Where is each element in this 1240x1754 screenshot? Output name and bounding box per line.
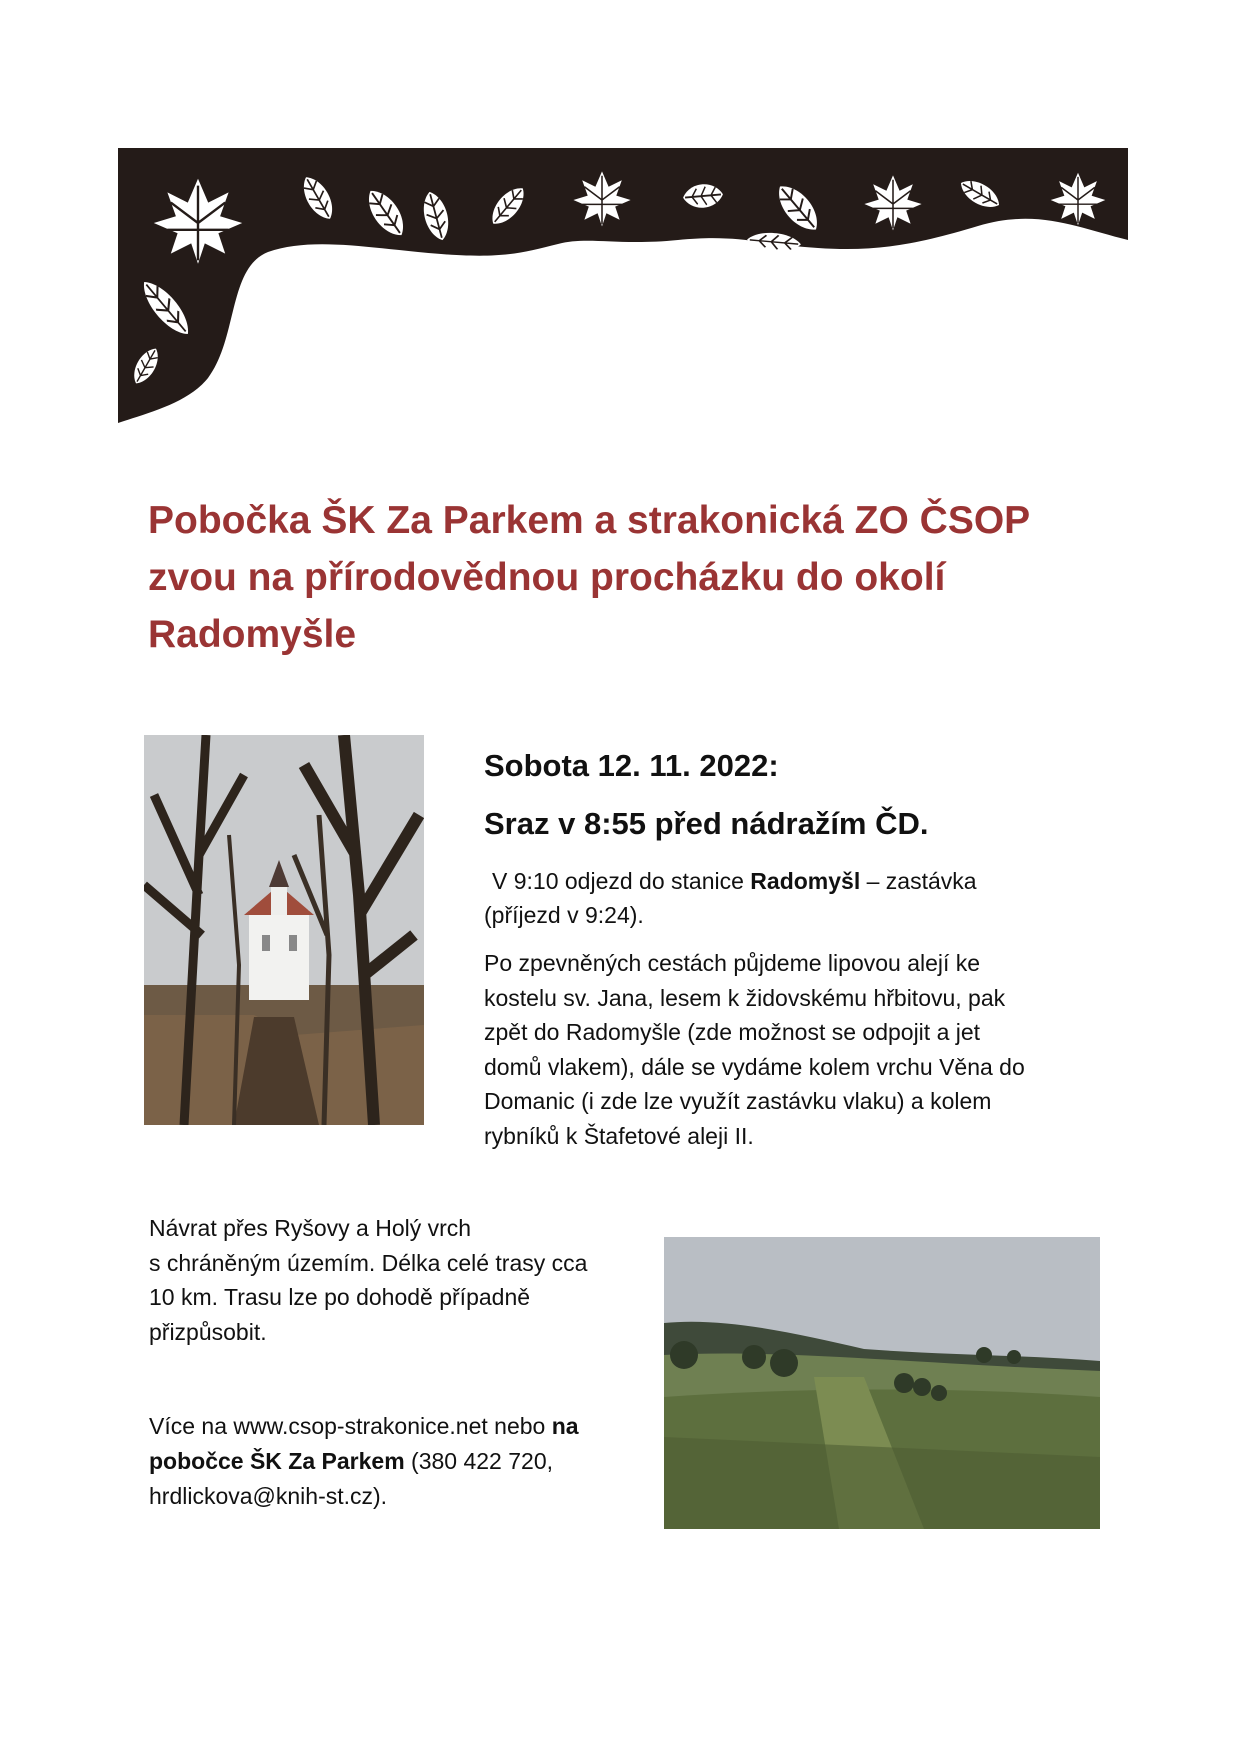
return-line: s chráněným územím. Délka celé trasy cca [149,1249,588,1276]
event-date: Sobota 12. 11. 2022: [484,748,779,783]
field-photo [664,1237,1100,1529]
route-line: domů vlakem), dále se vydáme kolem vrchu Věna do [484,1053,1025,1080]
departure-line-2: (příjezd v 9:24). [484,902,644,928]
route-line: kostelu sv. Jana, lesem k židovskému hřbitovu, pak [484,984,1006,1011]
contact-line-1 [149,1409,659,1444]
departure-line-1 [484,864,1124,898]
title-line-3: Radomyšle [148,613,357,656]
contact-website: Více na www.csop-strakonice.net nebo [149,1413,552,1439]
return-line: Návrat přes Ryšovy a Holý vrch [149,1215,472,1241]
contact-email: hrdlickova@knih-st.cz). [149,1483,388,1509]
meeting-info: Sraz v 8:55 před nádražím ČD. [484,806,929,841]
contact-bold-na: na [551,1413,579,1439]
leaves-banner [118,148,1128,423]
title-line-1: Pobočka ŠK Za Parkem a strakonická ZO ČSOP [148,499,1031,542]
departure-prefix: V 9:10 odjezd do stanice [492,868,751,894]
return-line: 10 km. Trasu lze po dohodě případně [149,1284,531,1310]
route-line: zpět do Radomyšle (zde možnost se odpojit a jet [484,1019,981,1045]
departure-info [484,864,1124,932]
contact-phone: (380 422 720, [404,1448,553,1474]
page-title [148,492,1108,663]
departure-suffix: – zastávka [860,868,977,894]
departure-station: Radomyšl [750,868,861,894]
contact-branch: pobočce ŠK Za Parkem [149,1448,405,1474]
route-line: rybníků k Štafetové aleji II. [484,1122,754,1149]
title-line-2: zvou na přírodovědnou procházku do okolí [148,556,946,599]
route-line: Po zpevněných cestách půjdeme lipovou alejí ke [484,950,981,976]
route-line: Domanic (i zde lze využít zastávku vlaku) a kolem [484,1088,992,1114]
contact-line-2 [149,1444,659,1479]
route-description [484,946,1124,1153]
return-line: přizpůsobit. [149,1318,267,1345]
return-description [149,1211,659,1349]
contact-info [149,1409,659,1514]
church-photo [144,735,424,1125]
